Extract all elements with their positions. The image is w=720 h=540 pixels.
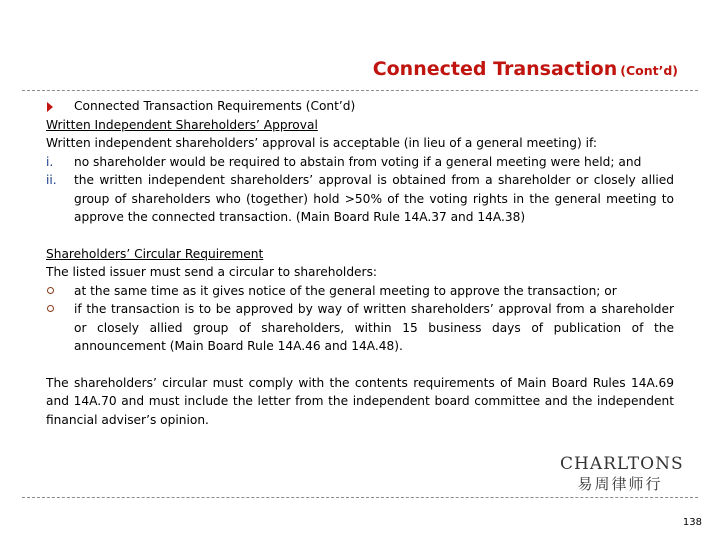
circular-intro: The listed issuer must send a circular to shareholders: xyxy=(46,265,378,279)
circular-item xyxy=(46,282,674,301)
title-subtitle: (Cont’d) xyxy=(620,63,678,78)
closing-paragraph: The shareholders’ circular must comply with the contents requirements of Main Board Rules 14A.69 and 14A.70 and must include the letter from the independent board committee and the independent financial adviser’s opinion. xyxy=(46,375,674,427)
approval-heading: Written Independent Shareholders’ Approval xyxy=(46,117,318,132)
logo-english: CHARLTONS xyxy=(560,454,684,474)
spacer xyxy=(46,356,674,374)
ring-bullet-icon xyxy=(47,305,54,312)
top-divider xyxy=(22,90,698,91)
circular-item-text: at the same time as it gives notice of the general meeting to approve the transaction; or xyxy=(74,283,617,298)
section-heading-text: Connected Transaction Requirements (Cont’d) xyxy=(74,99,356,113)
bottom-divider xyxy=(22,497,698,498)
section-heading xyxy=(46,97,674,116)
page-number: 138 xyxy=(682,517,702,528)
page-title xyxy=(373,58,678,80)
circular-item-text: if the transaction is to be approved by way of written shareholders’ approval from a shareholder or closely allied group of shareholders, within 15 business days of publication of the announcement (Main Board Rule 14A.46 and 14A.48). xyxy=(74,302,674,353)
condition-text: no shareholder would be required to abstain from voting if a general meeting were held; and xyxy=(74,154,642,169)
spacer xyxy=(46,227,674,245)
charltons-logo xyxy=(560,454,684,494)
logo-chinese: 易周律师行 xyxy=(577,475,663,493)
circular-item xyxy=(46,300,674,356)
condition-item xyxy=(46,171,674,227)
condition-item xyxy=(46,153,674,172)
condition-marker: ii. xyxy=(46,173,57,187)
triangle-bullet-icon xyxy=(47,102,53,112)
slide-body xyxy=(46,97,674,429)
ring-bullet-icon xyxy=(47,287,54,294)
title-main: Connected Transaction xyxy=(372,58,618,80)
condition-text: the written independent shareholders’ approval is obtained from a shareholder or closely allied group of shareholders who (together) hold >50% of the voting rights in the general meeting to approve the connected transaction. (Main Board Rule 14A.37 and 14A.38) xyxy=(74,173,674,224)
circular-heading: Shareholders’ Circular Requirement xyxy=(46,246,264,261)
approval-intro: Written independent shareholders’ approval is acceptable (in lieu of a general meeting) if: xyxy=(46,136,597,150)
condition-marker: i. xyxy=(46,154,54,169)
